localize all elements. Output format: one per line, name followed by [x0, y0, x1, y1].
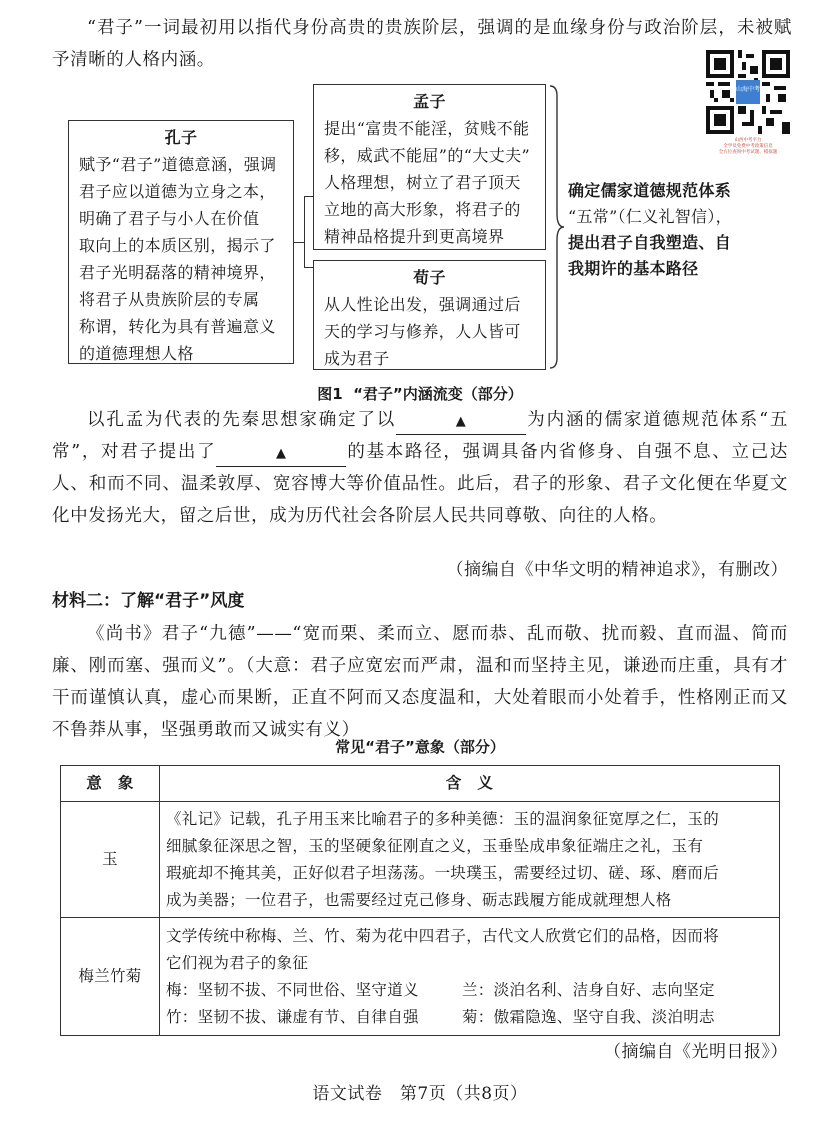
material2-heading: 材料二：了解“君子”风度	[52, 591, 245, 611]
plant-item: 菊：傲霜隐逸、坚守自我、淡泊明志	[462, 1007, 715, 1026]
result-line: 提出君子自我塑造、自	[568, 233, 732, 252]
connector-line	[294, 242, 304, 243]
figure1-caption	[0, 383, 840, 405]
source-citation-1: （摘编自《中华文明的精神追求》，有删改）	[446, 560, 788, 580]
mengzi-line: 立地的高大形象，将君子的	[324, 200, 521, 219]
result-line: 我期许的基本路径	[568, 259, 699, 278]
mengzi-line: 精神品格提升到更高境界	[324, 227, 505, 246]
kongzi-line: 将君子从贵族阶层的专属	[79, 290, 260, 309]
kongzi-line: 取向上的本质区别，揭示了	[79, 236, 276, 255]
xunzi-line: 天的学习与修养，人人皆可	[324, 322, 521, 341]
table-cell-content	[160, 918, 780, 1036]
mengzi-box	[313, 84, 546, 250]
qr-block	[706, 50, 790, 156]
para2-text: 为内涵的儒家道德规范体系“五常”，对君子提出了	[52, 410, 788, 462]
qr-caption-line: 全学员免费中考政策信息	[723, 144, 773, 149]
plant-item: 竹：坚韧不拔、谦虚有节、自律自强	[166, 1007, 419, 1026]
table-header-cell: 意 象	[61, 766, 160, 802]
kongzi-box	[68, 120, 294, 364]
table-cell-name: 梅兰竹菊	[61, 918, 160, 1036]
para2-text: 的基本路径，强调具备内省修身、自强不息、立己达人、和而不同、温柔敦厚、宽容博大等价值品性。此后，君子的形象、君子文化便在华夏文化中发扬光大，留之后世，成为历代社会各阶层人民共同尊敬、向往的人格。	[52, 442, 788, 526]
table-line: 《礼记》记载，孔子用玉来比喻君子的多种美德：玉的温润象征宽厚之仁，玉的	[166, 809, 720, 828]
page-footer: 语文试卷 第7页（共8页）	[312, 1084, 528, 1104]
para2-text: 以孔孟为代表的先秦思想家确定了以	[87, 410, 397, 430]
table-line: 文学传统中称梅、兰、竹、菊为花中四君子，古代文人欣赏它们的品格，因而将	[166, 926, 720, 945]
kongzi-text	[79, 151, 283, 367]
result-line: “五常”（仁义礼智信），	[568, 207, 732, 226]
table-header-cell: 含 义	[160, 766, 780, 802]
xunzi-line: 成为君子	[324, 349, 390, 368]
xunzi-box	[313, 260, 546, 370]
kongzi-line: 君子应以道德为立身之本，	[79, 182, 276, 201]
intro-paragraph: “君子”一词最初用以指代身份高贵的贵族阶层，强调的是血缘身份与政治阶层，未被赋予清晰的人格内涵。	[52, 18, 792, 70]
connector-line	[304, 196, 305, 268]
table-cell-name: 玉	[61, 802, 160, 918]
figure-number: 图1	[317, 385, 343, 403]
source-citation-2: （摘编自《光明日报》）	[604, 1042, 788, 1062]
mengzi-line: 人格理想，树立了君子顶天	[324, 173, 521, 192]
mengzi-text	[324, 115, 535, 250]
imagery-table	[60, 765, 780, 1036]
xunzi-title: 荀子	[413, 268, 446, 287]
paragraph-2	[52, 404, 788, 532]
plant-item: 梅：坚韧不拔、不同世俗、坚守道义	[166, 980, 419, 999]
kongzi-line: 明确了君子与小人在价值	[79, 209, 260, 228]
result-line: 确定儒家道德规范体系	[568, 181, 732, 200]
mengzi-line: 提出“富贵不能淫，贫贱不能	[324, 119, 530, 138]
plant-item: 兰：淡泊名利、洁身自好、志向坚定	[462, 980, 715, 999]
table-line	[166, 1004, 773, 1031]
answer-blank-2[interactable]: ▲	[216, 442, 346, 467]
connector-line	[304, 267, 313, 268]
kongzi-title: 孔子	[164, 128, 198, 147]
curly-brace-icon	[548, 84, 566, 370]
kongzi-line: 君子光明磊落的精神境界，	[79, 263, 276, 282]
connector-line	[304, 196, 313, 197]
table-line	[166, 977, 773, 1004]
material2-paragraph: 《尚书》君子“九德”——“宽而栗、柔而立、愿而恭、乱而敬、扰而毅、直而温、简而廉、刚而塞、强而义”。（大意：君子应宽宏而严肃，温和而坚持主见，谦逊而庄重，具有才干而谨慎认真，虚心而果断，正直不阿而又态度温和，大处着眼而小处着手，性格刚正而又不鲁莽从事，坚强勇敢而又诚实有义）	[52, 624, 788, 740]
mengzi-title: 孟子	[413, 92, 446, 111]
qr-caption-line: 全方位查询中考试题、模拟题	[718, 150, 778, 155]
answer-blank-1[interactable]: ▲	[396, 410, 526, 435]
figure-title: “君子”内涵流变（部分）	[353, 385, 523, 403]
qr-logo-text: 山海中考	[735, 85, 761, 93]
mengzi-line: 移，威武不能屈”的“大丈夫”	[324, 146, 531, 165]
table-cell-content	[160, 802, 780, 918]
table-row	[61, 802, 780, 918]
table-row	[61, 918, 780, 1036]
kongzi-line: 的道德理想人格	[79, 344, 194, 363]
table-header-row	[61, 766, 780, 802]
xunzi-line: 从人性论出发，强调通过后	[324, 295, 521, 314]
table-line: 细腻象征深思之智，玉的坚硬象征刚直之义，玉垂坠成串象征端庄之礼，玉有	[166, 836, 704, 855]
kongzi-line: 赋予“君子”道德意涵，强调	[79, 155, 277, 174]
table-line: 它们视为君子的象征	[166, 953, 309, 972]
result-text	[568, 178, 768, 282]
qr-caption-line: 山西中考平台	[734, 138, 762, 143]
table-line: 瑕疵却不掩其美，正好似君子坦荡荡。一块璞玉，需要经过切、磋、琢、磨而后	[166, 863, 720, 882]
xunzi-text	[324, 291, 535, 372]
qr-code-icon[interactable]	[706, 50, 790, 134]
qr-caption	[706, 138, 790, 156]
table-line: 成为美器；一位君子，也需要经过克己修身、砺志践履方能成就理想人格	[166, 890, 672, 909]
kongzi-line: 称谓，转化为具有普遍意义	[79, 317, 276, 336]
table-title: 常见“君子”意象（部分）	[335, 738, 505, 756]
